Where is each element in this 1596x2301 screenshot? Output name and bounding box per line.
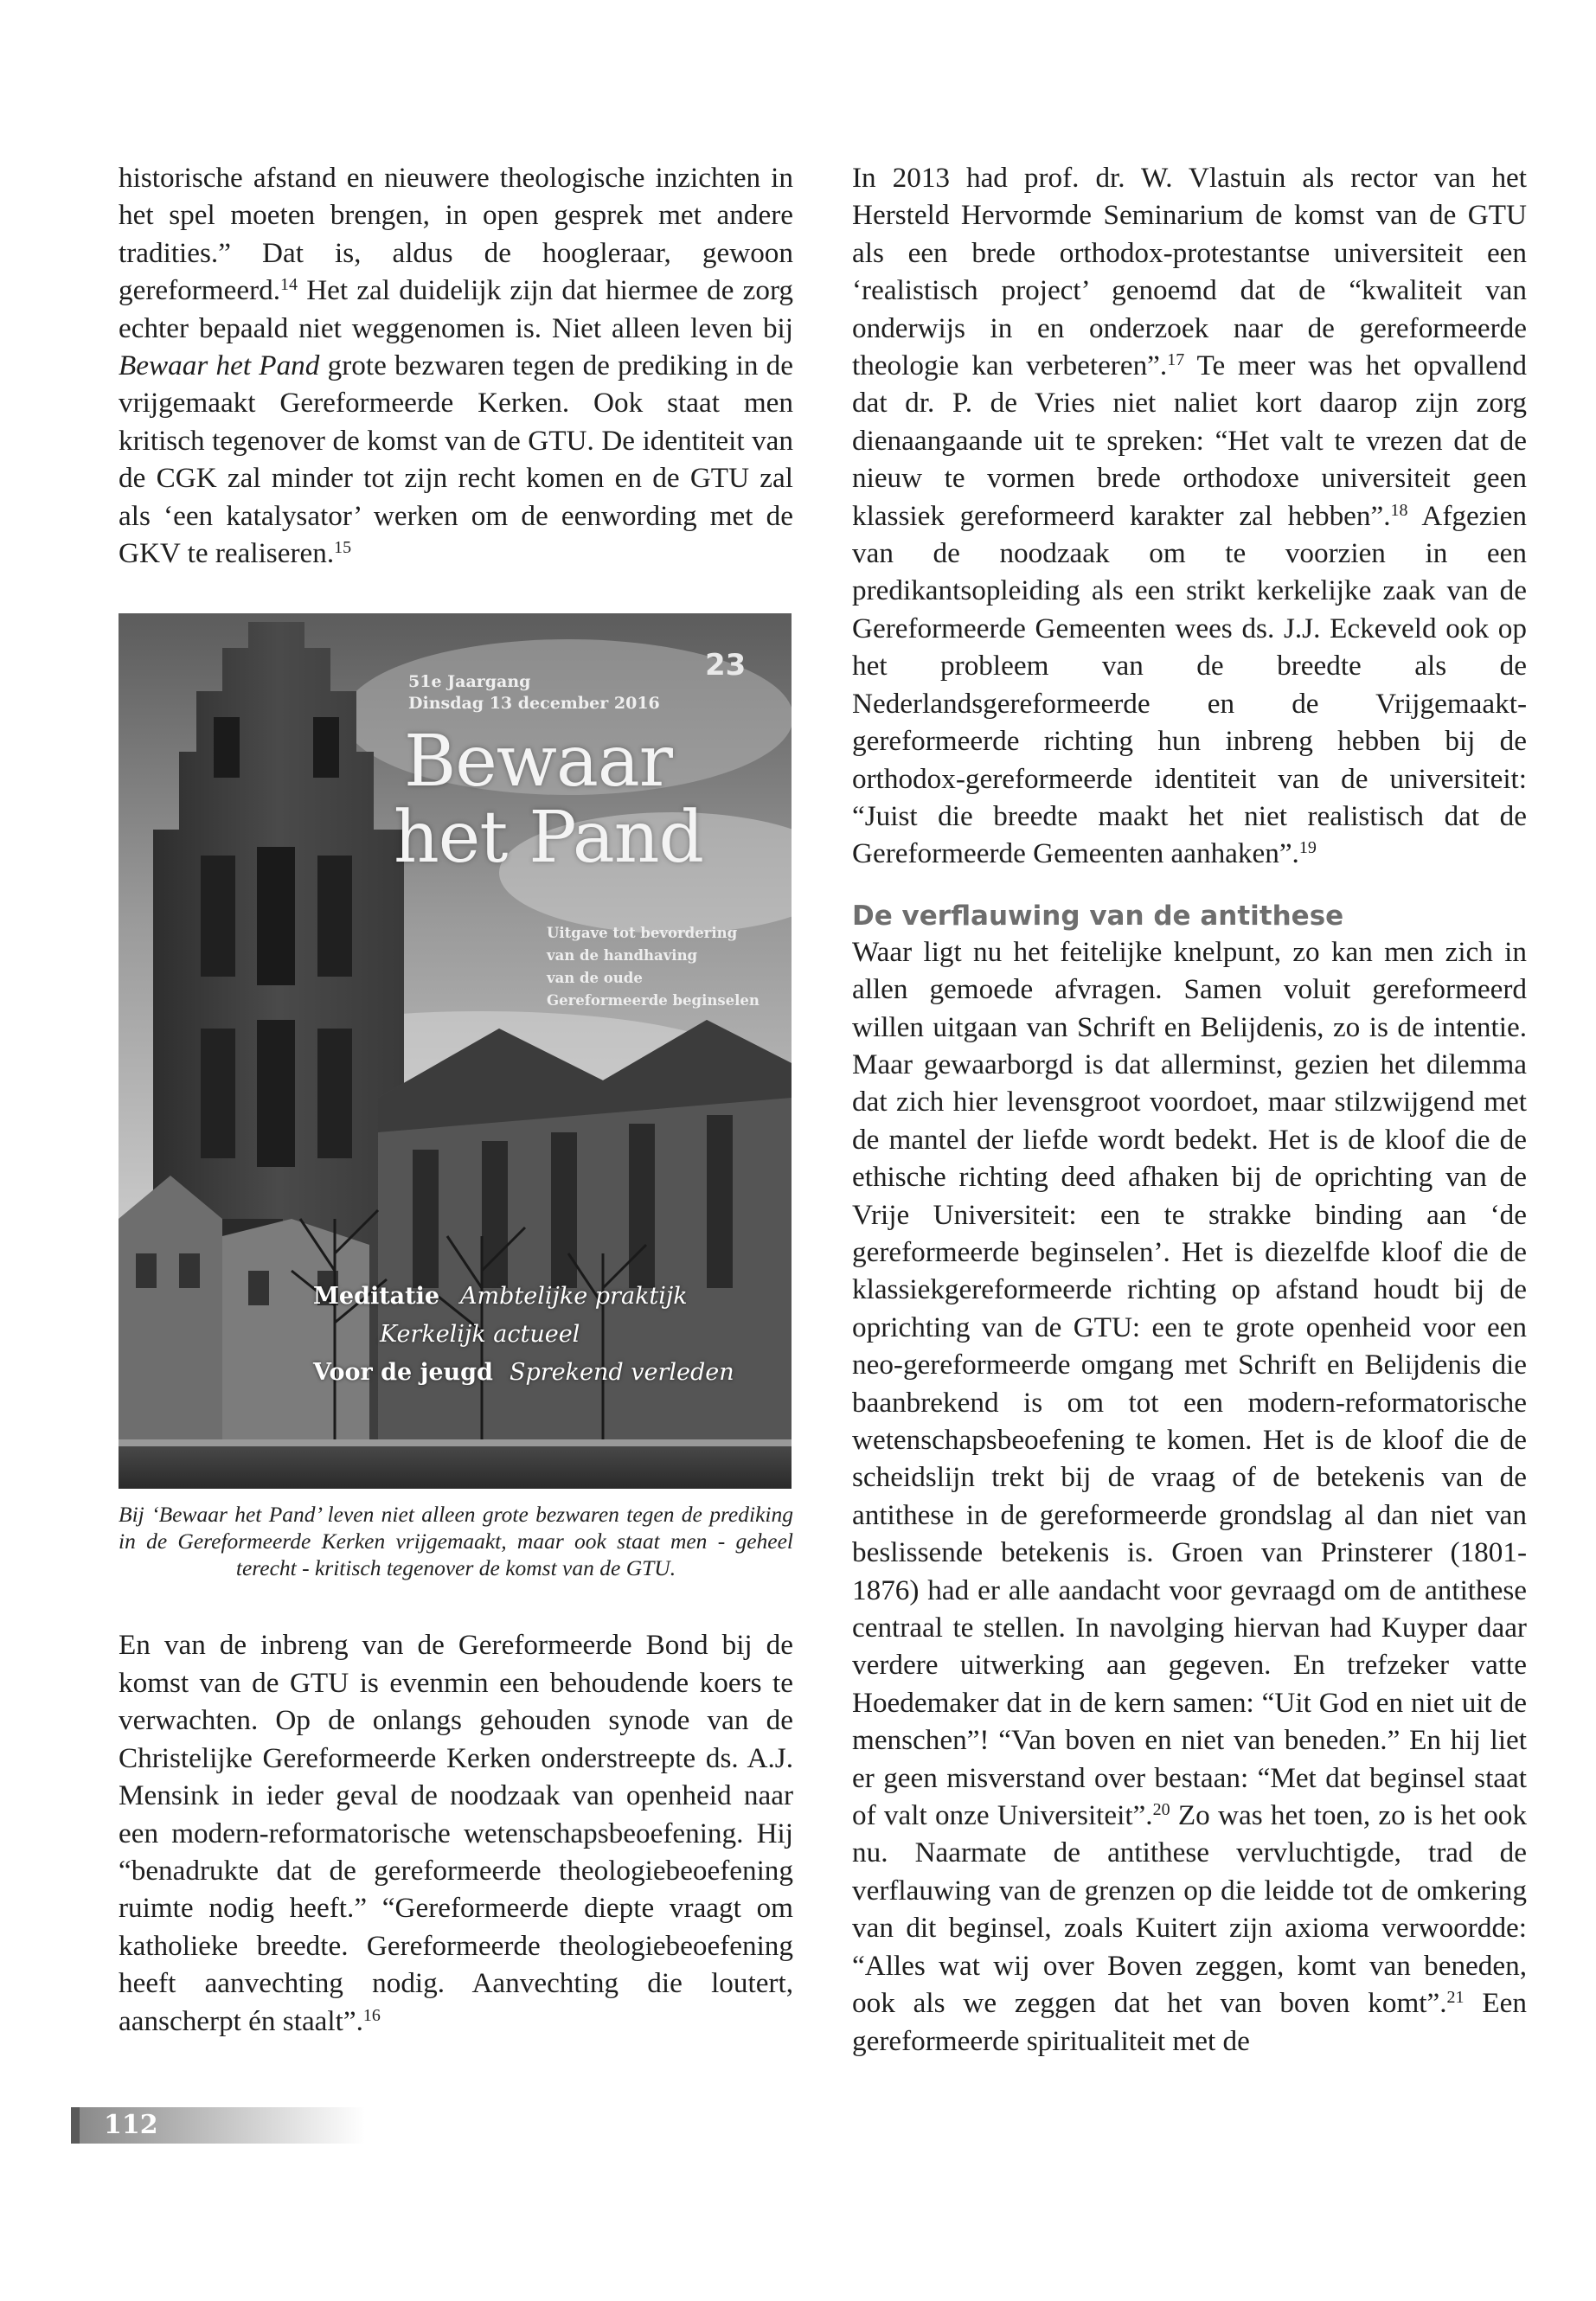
- text-run: historische afstand en nieuwere theologische inzichten in het spel moeten brengen, in open gesprek met andere tradities.” Dat is, aldus de hoogleraar, gewoon gereformeerd.: [119, 162, 793, 307]
- footnote-ref[interactable]: 19: [1298, 838, 1317, 858]
- magazine-title-line-2: het Pand: [394, 797, 704, 880]
- left-column: [119, 159, 793, 2040]
- text-run: Te meer was het opvallend dat dr. P. de Vries niet naliet kort daarop zijn zorg dienaangaande uit te spreken: “Het valt te vrezen dat de nieuw te vormen brede orthodoxe universiteit geen klassiek gereformeerd karakter zal hebben”.: [852, 349, 1527, 532]
- text-run: grote bezwaren tegen de prediking in de vrijgemaakt Gereformeerde Kerken. Ook staat men kritisch tegenover de komst van de GTU. De identiteit van de CGK zal minder tot zijn recht komen en de GTU zal als ‘een katalysator’ werken om de eenwording met de GKV te realiseren.: [119, 349, 793, 570]
- cover-tag-jeugd: Voor de jeugd: [313, 1359, 493, 1387]
- italic-title: Bewaar het Pand: [119, 349, 320, 382]
- section-heading: De verflauwing van de antithese: [852, 900, 1344, 932]
- page-number: 112: [104, 2110, 158, 2140]
- date-line: Dinsdag 13 december 2016: [408, 694, 660, 714]
- text-run: Zo was het toen, zo is het ook nu. Naarmate de antithese vervluchtigde, trad de verflauwing van de grenzen op die leidde tot de omkering van dit beginsel, zoals Kuitert zijn axioma verwoordde: “Alles wat wij over Boven zeggen, komt van beneden, ook als we zeggen dat het van boven komt”.: [852, 1799, 1527, 2020]
- text-run: En van de inbreng van de Gereformeerde Bond bij de komst van de GTU is evenmin een behoudende koers te verwachten. Op de onlangs gehouden synode van de Christelijke Gereformeerde Kerken onderstreepte ds. A.J. Mensink in ieder geval de noodzaak van openheid naar een modern-reformatorische wetenschapsbeoefening. Hij “benadrukte dat de gereformeerde theologiebeoefening ruimte nodig heeft.” “Gereformeerde diepte vraagt om katholieke breedte. Gereformeerde theologiebeoefening heeft aanvechting nodig. Aanvechting die loutert, aanscherpt én staalt”.: [119, 1629, 793, 2037]
- subtitle-line: van de oude: [547, 970, 643, 987]
- text-run: Een gereformeerde spiritualiteit met de: [852, 1987, 1527, 2057]
- figure-caption: Bij ‘Bewaar het Pand’ leven niet alleen grote bezwaren tegen de prediking in de Gereformeerde Kerken vrijgemaakt, maar ook staat men - geheel terecht - kritisch tegenover de komst van de GTU.: [119, 1502, 793, 1581]
- cover-tag-meditatie: Meditatie: [313, 1283, 440, 1311]
- footnote-ref[interactable]: 20: [1152, 1800, 1170, 1820]
- subtitle-line: van de handhaving: [547, 947, 698, 965]
- right-paragraph-1: [852, 159, 1527, 873]
- magazine-cover-image: [119, 613, 792, 1489]
- text-run: Waar ligt nu het feitelijke knelpunt, zo kan men zich in allen gemoede afvragen. Samen voluit gereformeerd willen uitgaan van Schrift en Belijdenis, zo is de intentie. Maar gewaarborgd is dat allerminst, gezien het dilemma dat zich hier levensgroot voordoet, maar stilzwijgend met de mantel der liefde wordt bedekt. Het is de kloof die de ethische richting deed afhaken bij de oprichting van de Vrije Universiteit: een te strakke binding aan ‘de gereformeerde beginselen’. Het is diezelfde kloof die de klassiekgereformeerde richting op afstand houdt bij de oprichting van de GTU: een te grote openheid voor een neo-gereformeerde omgang met Schrift en Belijdenis die baanbrekend is om tot een modern-reformatorische wetenschapsbeoefening te komen. Het is de kloof die de scheidslijn trekt bij de vraag of de betekenis van de antithese in de gereformeerde grondslag al dan niet van beslissende betekenis is. Groen van Prinsterer (1801-1876) had er alle aandacht voor gevraagd om de antithese centraal te stellen. In navolging hiervan had Kuyper daar verdere uitwerking aan gegeven. En trefzeker vatte Hoedemaker dat in de kern samen: “Uit God en niet uit de menschen”! “Van boven en niet van beneden.” En hij liet er geen misverstand over bestaan: “Met dat beginsel staat of valt onze Universiteit”.: [852, 935, 1527, 1832]
- subtitle-line: Uitgave tot bevordering: [547, 925, 738, 942]
- right-column: [852, 159, 1527, 2060]
- subtitle-line: Gereformeerde beginselen: [547, 992, 760, 1009]
- left-paragraph-1: [119, 159, 793, 572]
- left-paragraph-2: [119, 1626, 793, 2039]
- year-line: 51e Jaargang: [408, 672, 531, 692]
- footnote-ref[interactable]: 17: [1167, 350, 1185, 370]
- cover-tag-verleden: Sprekend verleden: [510, 1359, 734, 1387]
- footnote-ref[interactable]: 21: [1446, 1988, 1465, 2008]
- footnote-ref[interactable]: 15: [334, 538, 352, 558]
- right-paragraph-2: [852, 933, 1527, 2060]
- footnote-ref[interactable]: 14: [280, 275, 298, 295]
- magazine-title-line-1: Bewaar: [404, 721, 672, 804]
- text-run: Het zal duidelijk zijn dat hiermee de zorg echter bepaald niet weggenomen is. Niet alleen leven bij: [119, 274, 793, 344]
- cover-tag-ambtelijke: Ambtelijke praktijk: [460, 1283, 688, 1311]
- issue-number: 23: [705, 648, 747, 683]
- footnote-ref[interactable]: 16: [362, 2005, 381, 2025]
- footnote-ref[interactable]: 18: [1390, 500, 1408, 520]
- cover-tag-kerkelijk: Kerkelijk actueel: [380, 1321, 580, 1349]
- text-run: In 2013 had prof. dr. W. Vlastuin als rector van het Hersteld Hervormde Seminarium de komst van de GTU als een brede orthodox-protestantse universiteit een ‘realistisch project’ genoemd dat de “kwaliteit van onderwijs in en onderzoek naar de gereformeerde theologie kan verbeteren”.: [852, 162, 1527, 382]
- text-run: Afgezien van de noodzaak om te voorzien in een predikantsopleiding als een strikt kerkelijke zaak van de Gereformeerde Gemeenten wees ds. J.J. Eckeveld ook op het probleem van de breedte als de Nederlandsgereformeerde en de Vrijgemaakt-gereformeerde richting hun inbreng hebben bij de orthodox-gereformeerde identiteit van de universiteit: “Juist die breedte maakt het niet realistisch dat de Gereformeerde Gemeenten aanhaken”.: [852, 499, 1527, 870]
